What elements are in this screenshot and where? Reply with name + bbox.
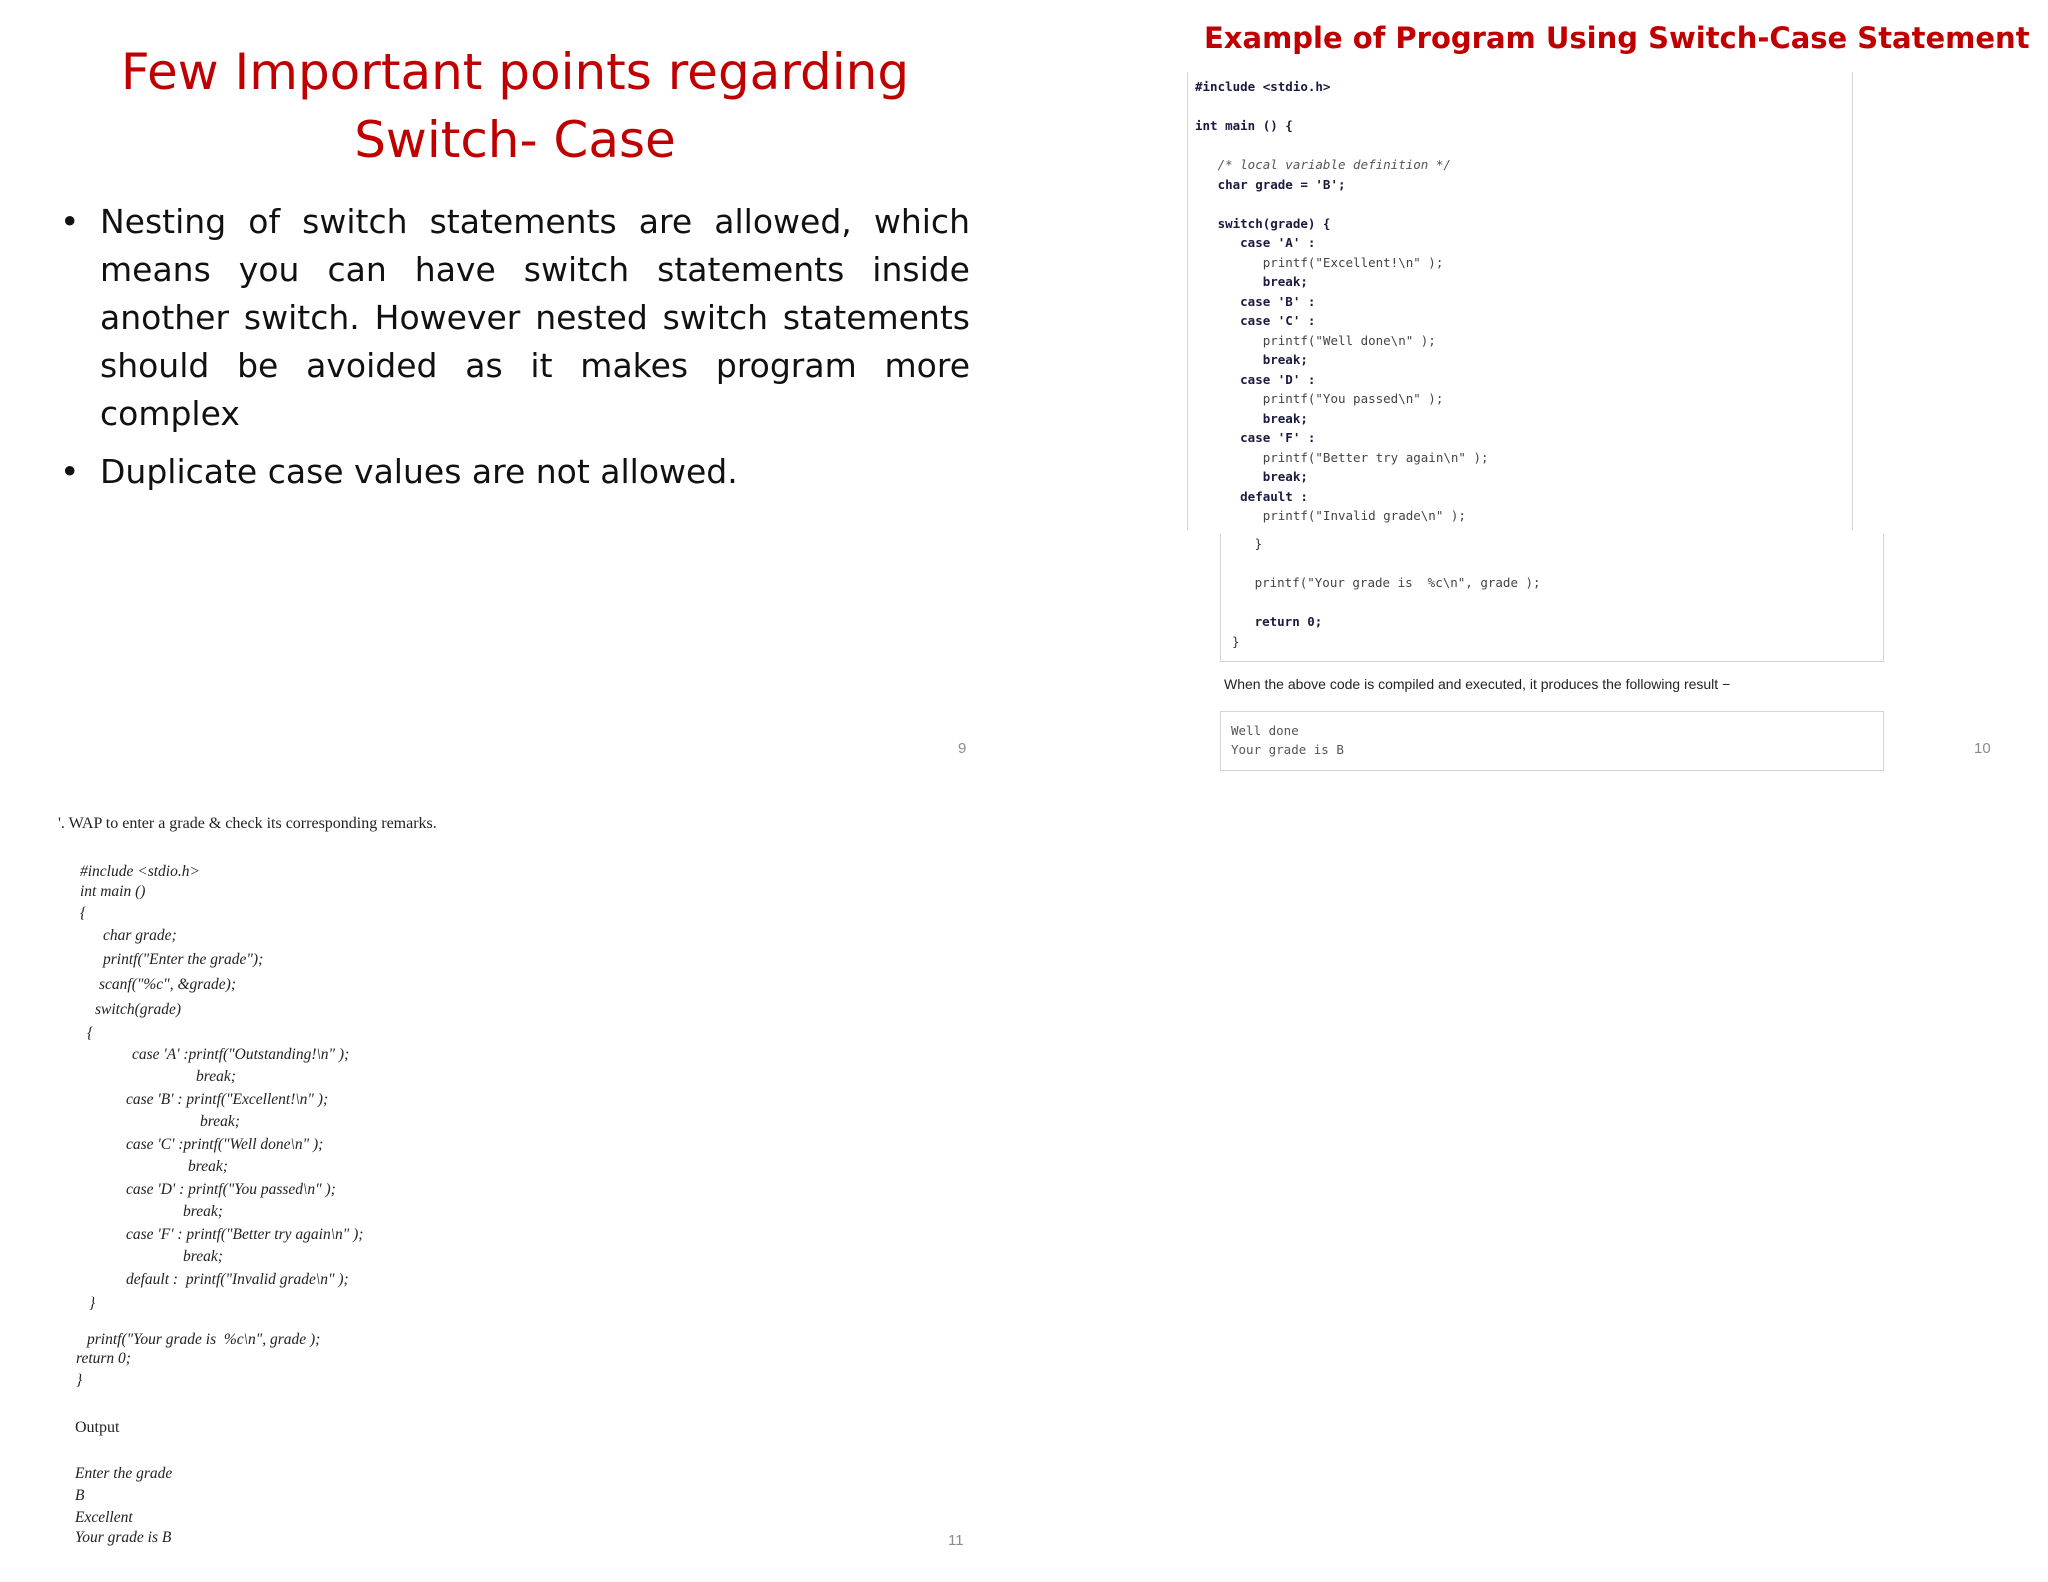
bullet-list: [60, 198, 970, 506]
page-number: 9: [958, 740, 967, 757]
code-line: char grade = 'B';: [1195, 176, 1346, 192]
code-line: break;: [196, 1068, 236, 1085]
code-line: printf("Your grade is %c\n", grade );: [1232, 575, 1541, 590]
page-number: 10: [1974, 740, 1991, 757]
code-line: break;: [188, 1158, 228, 1175]
result-caption: When the above code is compiled and executed, it produces the following result −: [1224, 676, 1731, 692]
code-line: }: [1232, 633, 1240, 649]
output-block: [1231, 721, 1344, 759]
code-line: case 'F' : printf("Better try again\n" );: [126, 1226, 364, 1243]
code-line: case 'A' :: [1195, 235, 1316, 250]
code-line: {: [80, 905, 87, 922]
slide-10: [1024, 0, 2048, 791]
code-line: break;: [183, 1203, 223, 1220]
code-block-bottom: [1232, 534, 1541, 651]
code-line: case 'F' :: [1195, 430, 1316, 445]
code-line: case 'D' : printf("You passed\n" );: [126, 1181, 336, 1198]
code-line: printf("You passed\n" );: [1195, 391, 1444, 406]
bullet-item-nesting: • Nesting of switch statements are allowed, which means you can have switch statements inside another switch. However nested switch statements should be avoided as it makes program more complex: [60, 198, 970, 438]
output-line: Well done: [1231, 723, 1299, 738]
code-block-top: [1195, 77, 1489, 526]
code-line: break;: [1195, 410, 1308, 426]
code-line: case 'D' :: [1195, 371, 1316, 387]
code-line: break;: [200, 1113, 240, 1130]
output-line: B: [75, 1487, 85, 1504]
code-line: char grade;: [103, 927, 177, 944]
code-line: default : printf("Invalid grade\n" );: [126, 1271, 349, 1288]
code-line: break;: [183, 1248, 223, 1265]
code-line: switch(grade) {: [1195, 215, 1331, 231]
output-label: Output: [75, 1419, 120, 1436]
output-line: Enter the grade: [75, 1465, 173, 1482]
slide-9-title: [60, 38, 970, 174]
code-line: default :: [1195, 488, 1308, 504]
code-line: return 0;: [1232, 614, 1323, 629]
code-line: int main () {: [1195, 118, 1293, 133]
output-box: [1220, 711, 1884, 771]
code-line: switch(grade): [95, 1001, 182, 1018]
code-line: case 'B' : printf("Excellent!\n" );: [126, 1091, 329, 1108]
code-line: return 0;: [76, 1350, 131, 1367]
code-line: }: [76, 1372, 83, 1389]
code-line: break;: [1195, 274, 1308, 289]
slide-11: [0, 791, 1024, 1582]
code-line: case 'A' :printf("Outstanding!\n" );: [132, 1046, 350, 1063]
slide-10-title: Example of Program Using Switch-Case Statement: [1204, 21, 2030, 55]
code-line: break;: [1195, 352, 1308, 367]
code-line: printf("Invalid grade\n" );: [1195, 508, 1466, 523]
output-line: Your grade is B: [1231, 742, 1344, 757]
title-line-2: Switch- Case: [354, 111, 676, 169]
code-line: {: [87, 1025, 94, 1042]
code-line: printf("Better try again\n" );: [1195, 449, 1489, 465]
code-line: break;: [1195, 469, 1308, 484]
code-line: printf("Well done\n" );: [1195, 332, 1436, 348]
code-line: #include <stdio.h>: [1195, 79, 1331, 94]
code-line: int main (): [80, 883, 146, 900]
slide-9: [0, 0, 1024, 791]
code-line: printf("Enter the grade");: [103, 951, 264, 968]
code-line: printf("Excellent!\n" );: [1195, 254, 1444, 270]
bullet-item-duplicates: • Duplicate case values are not allowed.: [60, 448, 970, 496]
title-line-1: Few Important points regarding: [120, 43, 910, 101]
code-line: #include <stdio.h>: [80, 863, 200, 880]
code-line: case 'B' :: [1195, 293, 1316, 309]
code-line: case 'C' :: [1195, 313, 1316, 328]
code-line: }: [1232, 536, 1263, 551]
code-line: /* local variable definition */: [1195, 157, 1451, 172]
code-line: }: [89, 1295, 96, 1312]
output-line: Excellent: [75, 1509, 133, 1526]
page-number: 11: [948, 1532, 964, 1549]
slide-11-heading: '. WAP to enter a grade & check its corresponding remarks.: [58, 815, 437, 832]
output-line: Your grade is B: [75, 1529, 172, 1546]
code-line: printf("Your grade is %c\n", grade );: [87, 1331, 321, 1348]
code-line: scanf("%c", &grade);: [99, 976, 236, 993]
code-line: case 'C' :printf("Well done\n" );: [126, 1136, 324, 1153]
